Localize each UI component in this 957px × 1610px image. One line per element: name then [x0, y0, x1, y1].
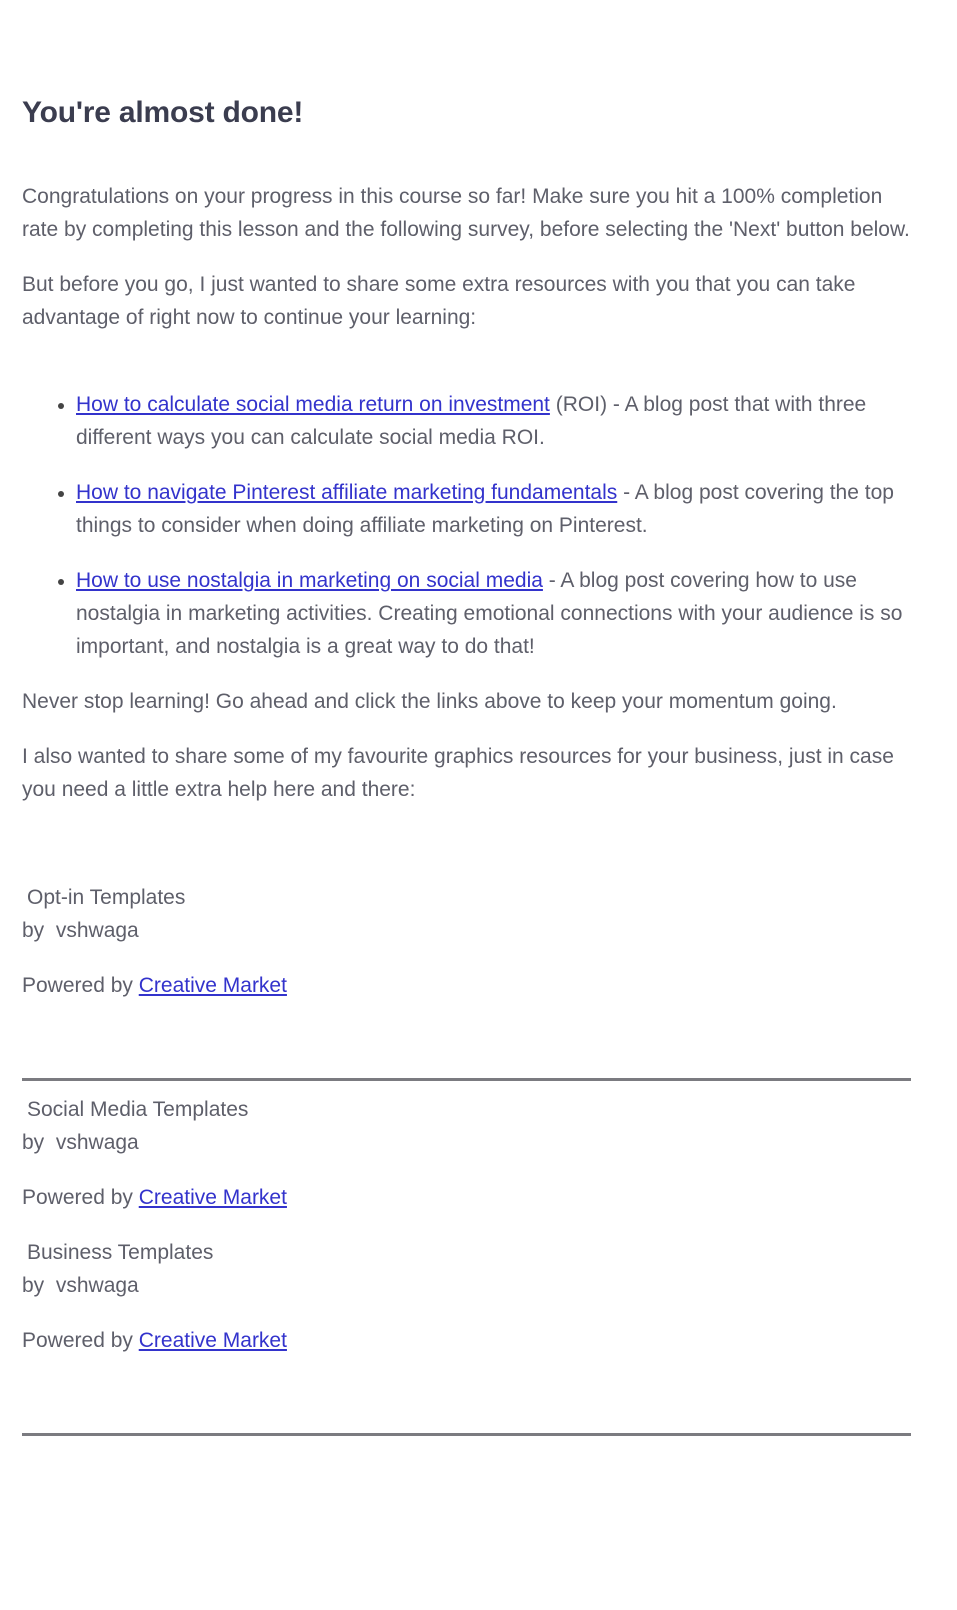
resource-list — [22, 388, 917, 663]
creative-market-link[interactable]: Creative Market — [138, 974, 287, 997]
template-card-social-media — [22, 1093, 917, 1214]
intro-section — [22, 180, 917, 334]
powered-by: Powered by Creative Market — [22, 974, 287, 997]
template-byline: by vshwaga — [22, 1274, 139, 1297]
intro-paragraph-1: Congratulations on your progress in this course so far! Make sure you hit a 100% completion rate by completing this lesson and the following survey, before selecting the 'Next' button below. — [22, 185, 910, 241]
powered-by: Powered by Creative Market — [22, 1329, 287, 1352]
resource-item — [76, 564, 917, 663]
resource-link-roi[interactable]: How to calculate social media return on investment — [76, 393, 550, 416]
intro-paragraph-2: But before you go, I just wanted to share some extra resources with you that you can take advantage of right now to continue your learning: — [22, 273, 856, 329]
resource-description: (ROI) - A blog post that with three different ways you can calculate social media ROI. — [76, 393, 867, 449]
outro-paragraph-1: Never stop learning! Go ahead and click the links above to keep your momentum going. — [22, 690, 837, 713]
resource-link-pinterest[interactable]: How to navigate Pinterest affiliate marketing fundamentals — [76, 481, 618, 504]
resource-link-nostalgia[interactable]: How to use nostalgia in marketing on social media — [76, 569, 543, 592]
creative-market-link[interactable]: Creative Market — [138, 1329, 287, 1352]
template-title: Social Media Templates — [27, 1098, 249, 1121]
template-title: Opt-in Templates — [27, 886, 186, 909]
template-card-business — [22, 1236, 917, 1357]
resource-item — [76, 476, 917, 542]
outro-section — [22, 685, 927, 806]
page-title: You're almost done! — [22, 96, 304, 129]
resource-description: - A blog post covering the top things to consider when doing affiliate marketing on Pinterest. — [76, 481, 894, 537]
creative-market-link[interactable]: Creative Market — [138, 1186, 287, 1209]
powered-by: Powered by Creative Market — [22, 1186, 287, 1209]
divider — [22, 1078, 911, 1081]
template-card-optin — [22, 881, 917, 1002]
resource-item — [76, 388, 917, 454]
resource-description: - A blog post covering how to use nostalgia in marketing activities. Creating emotional connections with your audience is so important, and nostalgia is a great way to do that! — [76, 569, 903, 658]
resource-list-section — [22, 388, 917, 685]
outro-paragraph-2: I also wanted to share some of my favourite graphics resources for your business, just in case you need a little extra help here and there: — [22, 745, 894, 801]
template-byline: by vshwaga — [22, 1131, 139, 1154]
divider — [22, 1433, 911, 1436]
template-title: Business Templates — [27, 1241, 214, 1264]
template-byline: by vshwaga — [22, 919, 139, 942]
